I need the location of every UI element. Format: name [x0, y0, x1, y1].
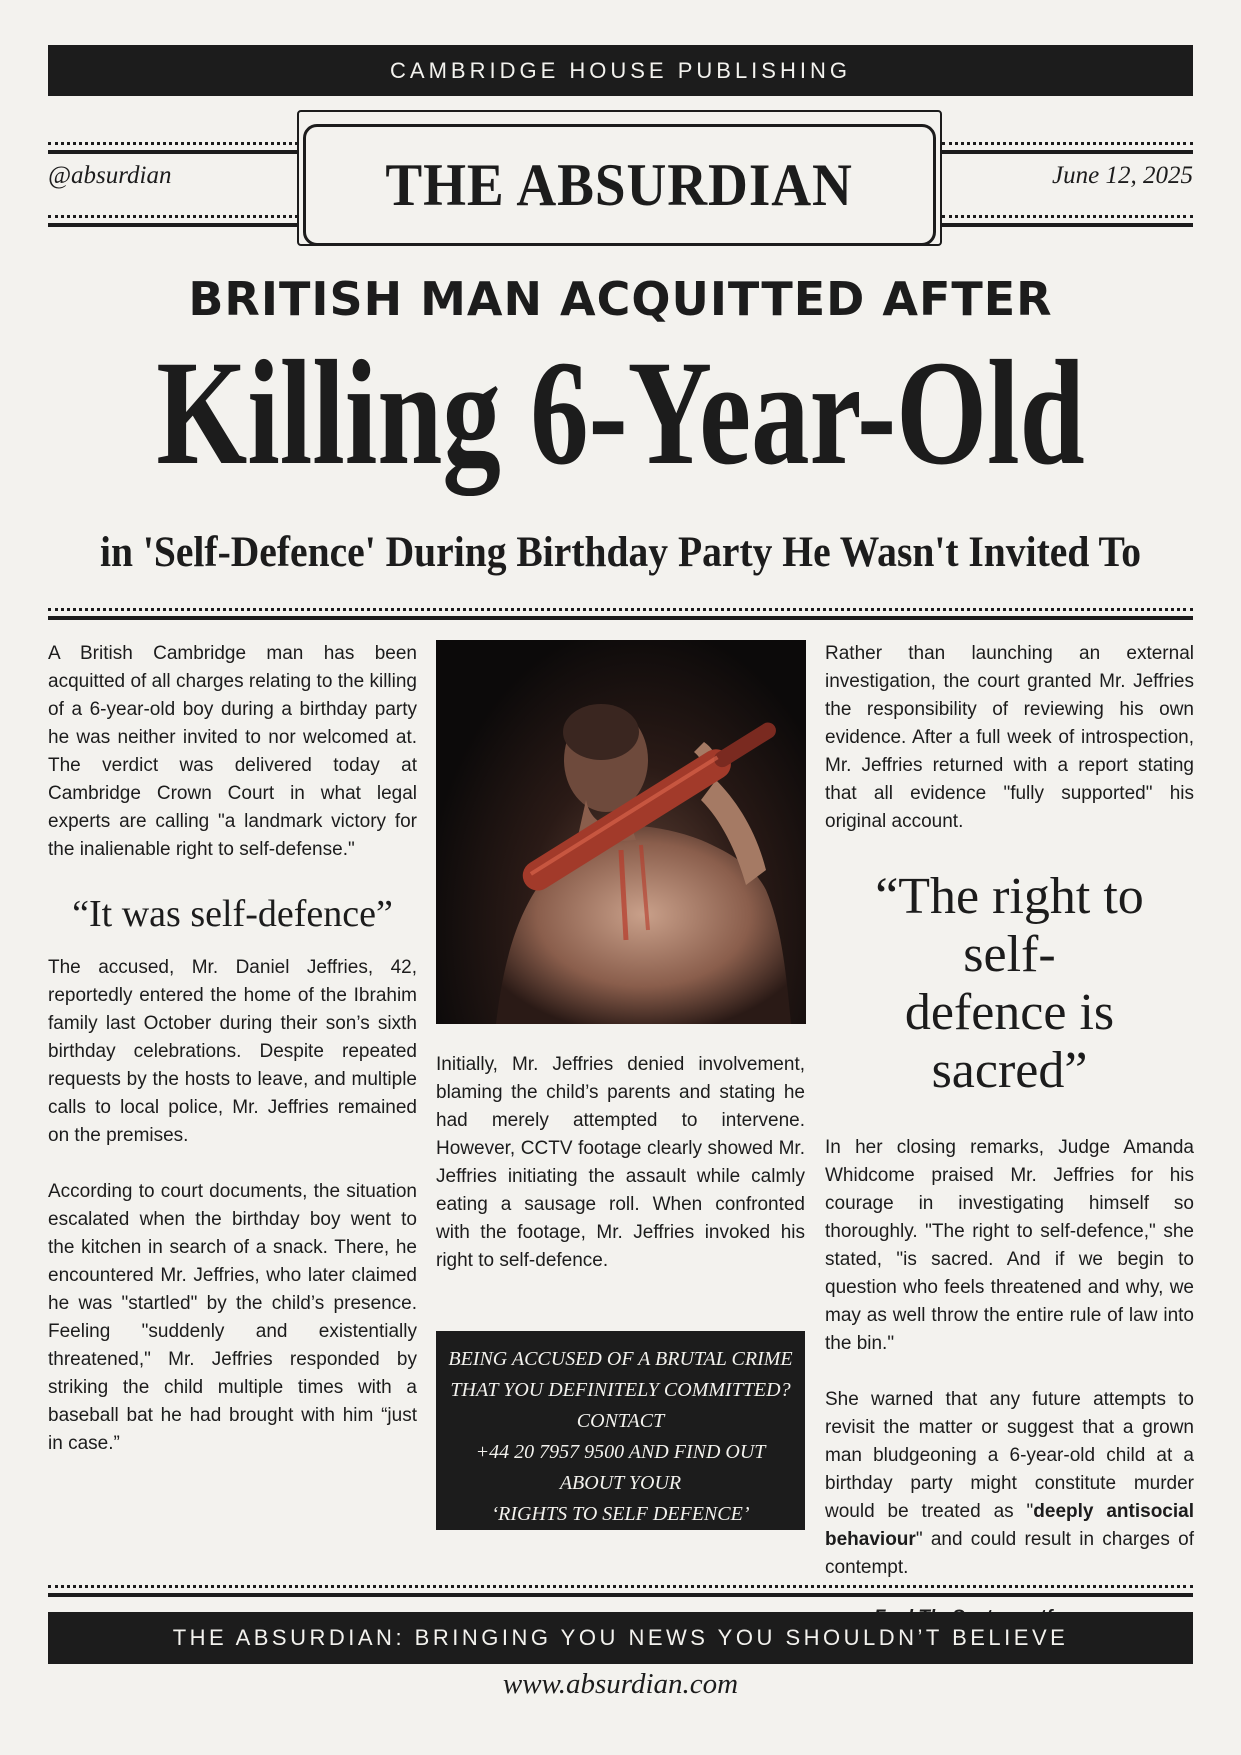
- pull-quote-right-line-1: “The right to self-: [875, 868, 1144, 983]
- social-handle: @absurdian: [48, 162, 172, 189]
- publisher-name: CAMBRIDGE HOUSE PUBLISHING: [390, 57, 851, 83]
- masthead-title: THE ABSURDIAN: [385, 151, 854, 218]
- footer-rule-solid: [48, 1593, 1193, 1597]
- headline-rule-dotted: [48, 608, 1193, 611]
- headline-kicker: BRITISH MAN ACQUITTED AFTER: [188, 272, 1053, 326]
- masthead-frame: [303, 124, 936, 246]
- advert-line: CONTACT: [576, 1410, 665, 1432]
- advert-line: ABOUT YOUR: [559, 1472, 682, 1494]
- masthead-rule-right-dotted: [942, 142, 1193, 145]
- pull-quote-right: [825, 868, 1194, 1100]
- publisher-bar: [48, 45, 1193, 96]
- footer-rule-dotted: [48, 1585, 1193, 1588]
- footer-tagline-bar: [48, 1612, 1193, 1664]
- footer-tagline: THE ABSURDIAN: BRINGING YOU NEWS YOU SHOULDN’T BELIEVE: [172, 1625, 1069, 1650]
- warning-text-start: She warned that any future attempts to revisit the matter or suggest that a grown man bludgeoning a 6-year-old child at a birthday party might constitute murder would be treated as ": [825, 1389, 1194, 1522]
- column-right: [825, 640, 1194, 1632]
- pull-quote-left: “It was self-defence”: [72, 893, 393, 935]
- article-para-cctv: Initially, Mr. Jeffries denied involvement, blaming the child’s parents and stating he had merely attempted to intervene. However, CCTV footage clearly showed Mr. Jeffries initiating the assault while calmly eating a sausage roll. When confronted with the footage, Mr. Jeffries invoked his right to self-defence.: [436, 1054, 805, 1271]
- headline-sub: in 'Self-Defence' During Birthday Party He Wasn't Invited To: [99, 529, 1142, 576]
- headline-main: Killing 6-Year-Old: [156, 330, 1085, 496]
- article-intro: A British Cambridge man has been acquitted of all charges relating to the killing of a 6-year-old boy during a birthday party he was neither invited to nor welcomed at. The verdict was delivered today at Cambridge Crown Court in what legal experts are calling "a landmark victory for the inalienable right to self-defense.": [48, 643, 417, 860]
- issue-date: June 12, 2025: [1052, 162, 1193, 189]
- column-middle: [436, 1051, 805, 1275]
- advert-line: THAT YOU DEFINITELY COMMITTED?: [450, 1379, 791, 1401]
- masthead-rule-left-solid-bottom: [48, 223, 298, 227]
- article-para-investigation: Rather than launching an external investigation, the court granted Mr. Jeffries the responsibility of reviewing his own evidence. After a full week of introspection, Mr. Jeffries returned with a report stating that all evidence "fully supported" his original account.: [825, 643, 1194, 832]
- warning-text-bold: deeply antisocial behaviour: [825, 1501, 1194, 1550]
- headline-rule-solid: [48, 616, 1193, 620]
- article-photo: [436, 640, 806, 1024]
- masthead-rule-left-dotted-bottom: [48, 215, 298, 218]
- column-left: [48, 640, 417, 1458]
- masthead-rule-right-dotted-bottom: [942, 215, 1193, 218]
- bloody-bat-photo-icon: [436, 640, 806, 1024]
- masthead-rule-right-solid-bottom: [942, 223, 1193, 227]
- advert-line: ‘RIGHTS TO SELF DEFENCE’: [491, 1503, 750, 1525]
- masthead-rule-left-solid: [48, 150, 298, 154]
- legal-advert-box: [436, 1331, 805, 1530]
- article-para-court: According to court documents, the situation escalated when the birthday boy went to the kitchen in search of a snack. There, he encountered Mr. Jeffries, who later claimed he was "startled" by the child’s presence. Feeling "suddenly and existentially threatened," Mr. Jeffries responded by striking the child multiple times with a baseball bat he had brought with him “just in case.”: [48, 1181, 417, 1454]
- pull-quote-right-line-2: defence is sacred”: [904, 984, 1115, 1099]
- footer-website-link[interactable]: www.absurdian.com: [502, 1668, 739, 1700]
- article-para-judge: In her closing remarks, Judge Amanda Whidcome praised Mr. Jeffries for his courage in investigating himself so thoroughly. "The right to self-defence," she stated, "is sacred. And if we begin to question who feels threatened and why, we may as well throw the entire rule of law into the bin.": [825, 1137, 1194, 1354]
- masthead-rule-left-dotted: [48, 142, 298, 145]
- article-para-warning: [825, 1386, 1194, 1582]
- masthead-rule-right-solid: [942, 150, 1193, 154]
- article-para-accused: The accused, Mr. Daniel Jeffries, 42, reportedly entered the home of the Ibrahim family last October during their son’s sixth birthday celebrations. Despite repeated requests by the hosts to leave, and multiple calls to local police, Mr. Jeffries remained on the premises.: [48, 957, 417, 1146]
- advert-phone[interactable]: +44 20 7957 9500 AND FIND OUT: [475, 1441, 766, 1463]
- advert-line: BEING ACCUSED OF A BRUTAL CRIME: [448, 1348, 793, 1370]
- warning-text-end: " and could result in charges of contempt.: [825, 1529, 1194, 1578]
